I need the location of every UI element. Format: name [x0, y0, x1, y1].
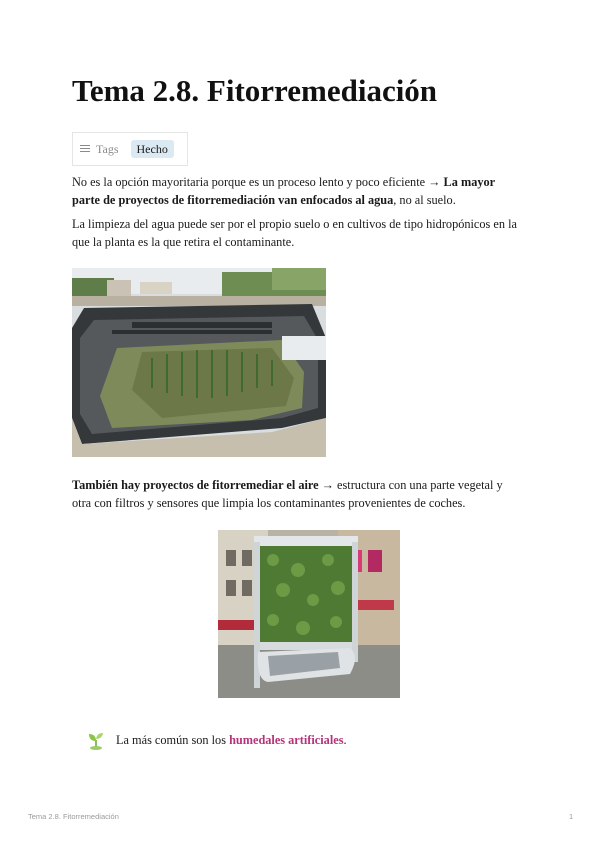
paragraph-1 [72, 173, 524, 209]
properties-table [72, 132, 188, 166]
paragraph-3-bold: También hay proyectos de fitorremediar el aire [72, 478, 319, 492]
page-number: 1 [569, 812, 574, 821]
paragraph-1-text-a: No es la opción mayoritaria porque es un proceso lento y poco eficiente → [72, 175, 444, 189]
seedling-icon [86, 730, 106, 750]
paragraph-3-text: → estructura con una parte vegetal y otra con filtros y sensores que limpia los contaminantes provenientes de coches. [72, 478, 503, 510]
footer-title: Tema 2.8. Fitorremediación [28, 812, 119, 821]
paragraph-1-text-b: , no al suelo. [393, 193, 456, 207]
tag-badge[interactable]: Hecho [131, 140, 174, 158]
paragraph-2: La limpieza del agua puede ser por el propio suelo o en cultivos de tipo hidropónicos en la que la planta es la que retira el contaminante. [72, 217, 517, 249]
tags-label: Tags [96, 141, 119, 156]
callout [86, 730, 347, 750]
list-icon [80, 145, 90, 153]
green-wall-bench-photo [218, 530, 400, 698]
page-title: Tema 2.8. Fitorremediación [72, 73, 438, 108]
callout-text: La más común son los [116, 732, 230, 747]
paragraph-1-bold: La mayor parte de proyectos de fitorremediación van enfocados al agua [72, 175, 495, 207]
callout-highlight: humedales artificiales [229, 732, 344, 747]
callout-end: . [343, 732, 347, 747]
paragraph-3 [72, 476, 524, 512]
constructed-wetland-photo [72, 268, 326, 457]
